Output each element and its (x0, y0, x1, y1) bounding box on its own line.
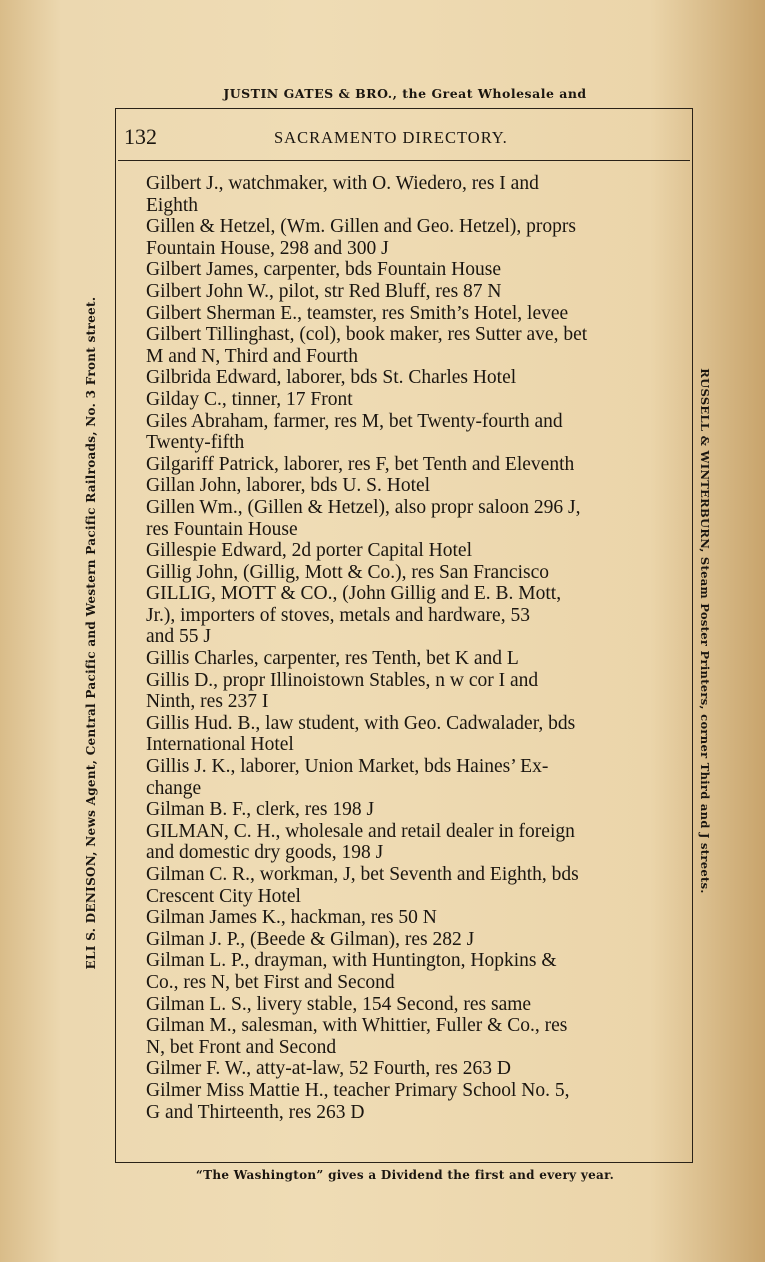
footer-advertisement-banner: “The Washington” gives a Dividend the first and every year. (195, 1168, 615, 1182)
entry-continuation-line: and domestic dry goods, 198 J (146, 842, 384, 864)
entry-name-line: Gillen & Hetzel, (Wm. Gillen and Geo. Hetzel), proprs (146, 216, 576, 238)
entry-continuation-line: Twenty-fifth (146, 432, 245, 454)
entry-name-line: Gillen Wm., (Gillen & Hetzel), also propr saloon 296 J, (146, 496, 581, 518)
directory-entry (146, 389, 676, 411)
directory-entry (146, 281, 676, 303)
directory-entry (146, 1080, 676, 1123)
entry-continuation-line: res Fountain House (146, 518, 298, 540)
entry-continuation-line: G and Thirteenth, res 263 D (146, 1101, 365, 1123)
entry-name-line: Gilman M., salesman, with Whittier, Fuller & Co., res (146, 1015, 568, 1037)
entry-continuation-line: and 55 J (146, 626, 211, 648)
directory-entry (146, 713, 676, 756)
entry-name-line: Gilbert Sherman E., teamster, res Smith’s Hotel, levee (146, 302, 569, 324)
entry-name-line: Gillig John, (Gillig, Mott & Co.), res San Francisco (146, 561, 549, 583)
entry-name-line: Gilman James K., hackman, res 50 N (146, 907, 437, 929)
right-margin-advertisement: RUSSELL & WINTERBURN, Steam Poster Printers, corner Third and J streets. (698, 368, 712, 894)
entry-continuation-line: N, bet Front and Second (146, 1036, 337, 1058)
entry-name-line: GILLIG, MOTT & CO., (John Gillig and E. B. Mott, (146, 583, 562, 605)
top-advertisement-banner: JUSTIN GATES & BRO., the Great Wholesale and (223, 86, 587, 101)
entry-name-line: Gilbert J., watchmaker, with O. Wiedero, res I and (146, 173, 539, 194)
directory-entry (146, 259, 676, 281)
entry-name-line: Gillis D., propr Illinoistown Stables, n w cor I and (146, 669, 539, 691)
directory-entry (146, 756, 676, 799)
entry-continuation-line: change (146, 777, 202, 799)
entry-name-line: Gillis Charles, carpenter, res Tenth, bet K and L (146, 648, 519, 670)
entry-name-line: Gilman L. P., drayman, with Huntington, Hopkins & (146, 950, 557, 972)
page-number: 132 (124, 124, 157, 149)
entry-name-line: Gilbrida Edward, laborer, bds St. Charles Hotel (146, 367, 517, 389)
entry-name-line: Gilman B. F., clerk, res 198 J (146, 799, 375, 821)
entry-continuation-line: Jr.), importers of stoves, metals and hardware, 53 (146, 604, 530, 626)
directory-entry (146, 562, 676, 584)
directory-entries (146, 173, 676, 1123)
entry-name-line: Gillespie Edward, 2d porter Capital Hotel (146, 540, 472, 562)
entry-name-line: Gilbert James, carpenter, bds Fountain House (146, 259, 502, 281)
directory-entry (146, 497, 676, 540)
entry-continuation-line: Crescent City Hotel (146, 885, 301, 907)
directory-entry (146, 821, 676, 864)
entry-continuation-line: M and N, Third and Fourth (146, 345, 358, 367)
entry-name-line: Gilmer Miss Mattie H., teacher Primary School No. 5, (146, 1079, 570, 1101)
entry-name-line: Gilman C. R., workman, J, bet Seventh and Eighth, bds (146, 864, 579, 885)
entry-name-line: Giles Abraham, farmer, res M, bet Twenty-fourth and (146, 410, 563, 432)
directory-entry (146, 454, 676, 476)
entry-name-line: Gilday C., tinner, 17 Front (146, 388, 353, 410)
directory-entry (146, 216, 676, 259)
page-header (124, 124, 684, 154)
directory-entry (146, 799, 676, 821)
entry-name-line: Gillis Hud. B., law student, with Geo. Cadwalader, bds (146, 712, 576, 734)
directory-entry (146, 540, 676, 562)
entry-name-line: Gilgariff Patrick, laborer, res F, bet Tenth and Eleventh (146, 453, 575, 475)
entry-continuation-line: Co., res N, bet First and Second (146, 971, 395, 993)
directory-entry (146, 950, 676, 993)
directory-entry (146, 173, 676, 216)
entry-continuation-line: Fountain House, 298 and 300 J (146, 237, 389, 259)
entry-name-line: Gilbert Tillinghast, (col), book maker, res Sutter ave, bet (146, 324, 588, 346)
entry-name-line: Gilman L. S., livery stable, 154 Second, res same (146, 993, 532, 1015)
directory-entry (146, 583, 676, 648)
directory-entry (146, 864, 676, 907)
directory-entry (146, 1015, 676, 1058)
running-head: SACRAMENTO DIRECTORY. (274, 128, 508, 147)
entry-name-line: Gilmer F. W., atty-at-law, 52 Fourth, res 263 D (146, 1058, 511, 1080)
left-margin-advertisement: ELI S. DENISON, News Agent, Central Pacific and Western Pacific Railroads, No. 3 Front street. (84, 296, 98, 970)
directory-entry (146, 367, 676, 389)
directory-entry (146, 648, 676, 670)
entry-name-line: Gillan John, laborer, bds U. S. Hotel (146, 475, 431, 497)
directory-entry (146, 324, 676, 367)
header-divider (118, 160, 690, 161)
directory-entry (146, 475, 676, 497)
entry-continuation-line: Eighth (146, 194, 198, 216)
directory-entry (146, 929, 676, 951)
entry-name-line: GILMAN, C. H., wholesale and retail dealer in foreign (146, 820, 575, 842)
directory-entry (146, 670, 676, 713)
directory-entry (146, 411, 676, 454)
entry-name-line: Gillis J. K., laborer, Union Market, bds Haines’ Ex- (146, 756, 549, 778)
entry-name-line: Gilman J. P., (Beede & Gilman), res 282 J (146, 928, 475, 950)
directory-entry (146, 303, 676, 325)
directory-entry (146, 994, 676, 1016)
entry-continuation-line: Ninth, res 237 I (146, 691, 269, 713)
directory-entry (146, 907, 676, 929)
entry-name-line: Gilbert John W., pilot, str Red Bluff, res 87 N (146, 280, 502, 302)
directory-entry (146, 1058, 676, 1080)
entry-continuation-line: International Hotel (146, 734, 294, 756)
